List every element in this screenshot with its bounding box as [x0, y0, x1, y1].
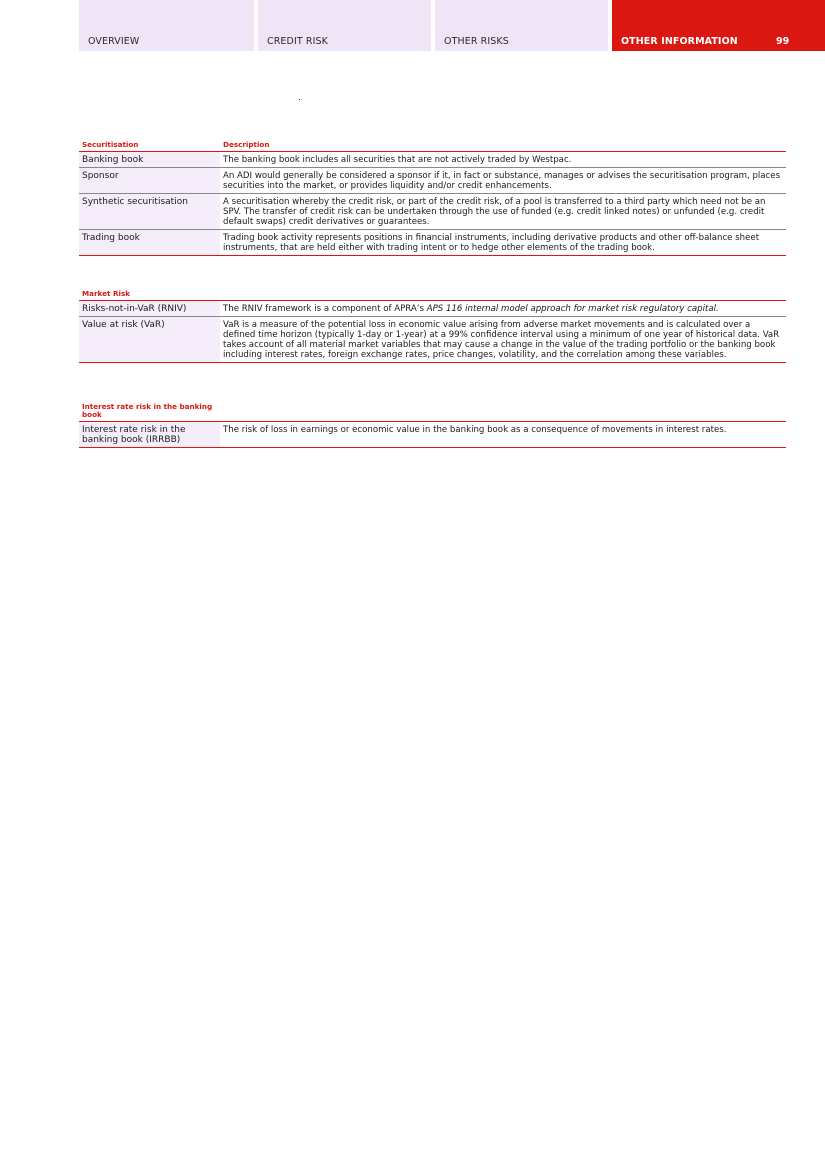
term: Risks-not-in-VaR (RNIV): [79, 301, 220, 316]
definition: A securitisation whereby the credit risk, or part of the credit risk, of a pool is transferred to a third party which need not be an SPV. The transfer of credit risk can be undertaken through the use of funded (e.g. credit linked notes) or unfunded (e.g. credit default swaps) credit derivatives or guarantees.: [223, 197, 766, 227]
heading-term: Securitisation: [82, 140, 139, 149]
section-heading: [79, 286, 786, 301]
irrbb-table: [79, 399, 786, 448]
term: Banking book: [79, 152, 220, 167]
tab-label: OVERVIEW: [88, 36, 140, 47]
definition: The risk of loss in earnings or economic value in the banking book as a consequence of movements in interest rates.: [223, 425, 727, 435]
term: Interest rate risk in the banking book (IRRBB): [79, 422, 220, 447]
tab-label: CREDIT RISK: [267, 36, 328, 47]
definition: An ADI would generally be considered a sponsor if it, in fact or substance, manages or advises the securitisation program, places securities into the market, or provides liquidity and/or credit enhancements.: [223, 171, 781, 191]
section-tabs: [79, 0, 825, 51]
term: Sponsor: [79, 168, 220, 193]
tab-other-risks[interactable]: [435, 0, 608, 51]
definition: Trading book activity represents positions in financial instruments, including derivative products and other off-balance sheet instruments, that are held either with trading intent or to hedge other elements of the trading book.: [223, 233, 760, 253]
table-row: [79, 301, 786, 317]
securitisation-table: [79, 137, 786, 256]
term: Trading book: [79, 230, 220, 255]
table-row: [79, 152, 786, 168]
table-row: [79, 194, 786, 230]
tab-label: OTHER INFORMATION: [621, 36, 738, 47]
term: Value at risk (VaR): [79, 317, 220, 362]
heading-description: [220, 399, 786, 421]
stray-dot: [299, 99, 300, 100]
tab-other-information[interactable]: [612, 0, 825, 51]
tab-overview[interactable]: [79, 0, 254, 51]
table-row: [79, 422, 786, 448]
heading-term: Market Risk: [82, 289, 131, 298]
table-row: [79, 230, 786, 256]
definition-text: The RNIV framework is a component of APRA’s: [223, 304, 427, 314]
market-risk-table: [79, 286, 786, 363]
definition: [220, 301, 786, 316]
definition: The banking book includes all securities that are not actively traded by Westpac.: [223, 155, 572, 165]
heading-term: Interest rate risk in the banking book: [82, 402, 213, 419]
term: Synthetic securitisation: [79, 194, 220, 229]
heading-description: Description: [223, 140, 270, 149]
heading-description: [220, 286, 786, 300]
tab-label: OTHER RISKS: [444, 36, 509, 47]
table-row: [79, 168, 786, 194]
section-heading: [79, 137, 786, 152]
table-row: [79, 317, 786, 363]
definition-italic-text: APS 116 internal model approach for market risk regulatory capital.: [426, 304, 719, 314]
page-number: 99: [776, 36, 790, 47]
section-heading: [79, 399, 786, 422]
tab-credit-risk[interactable]: [258, 0, 431, 51]
definition: VaR is a measure of the potential loss in economic value arising from adverse market movements and is calculated over a defined time horizon (typically 1-day or 1-year) at a 99% confidence interval using a minimum of one year of historical data. VaR takes account of all material market variables that may cause a change in the value of the trading portfolio or the banking book including interest rates, foreign exchange rates, price changes, volatility, and the correlation among these variables.: [223, 320, 780, 360]
